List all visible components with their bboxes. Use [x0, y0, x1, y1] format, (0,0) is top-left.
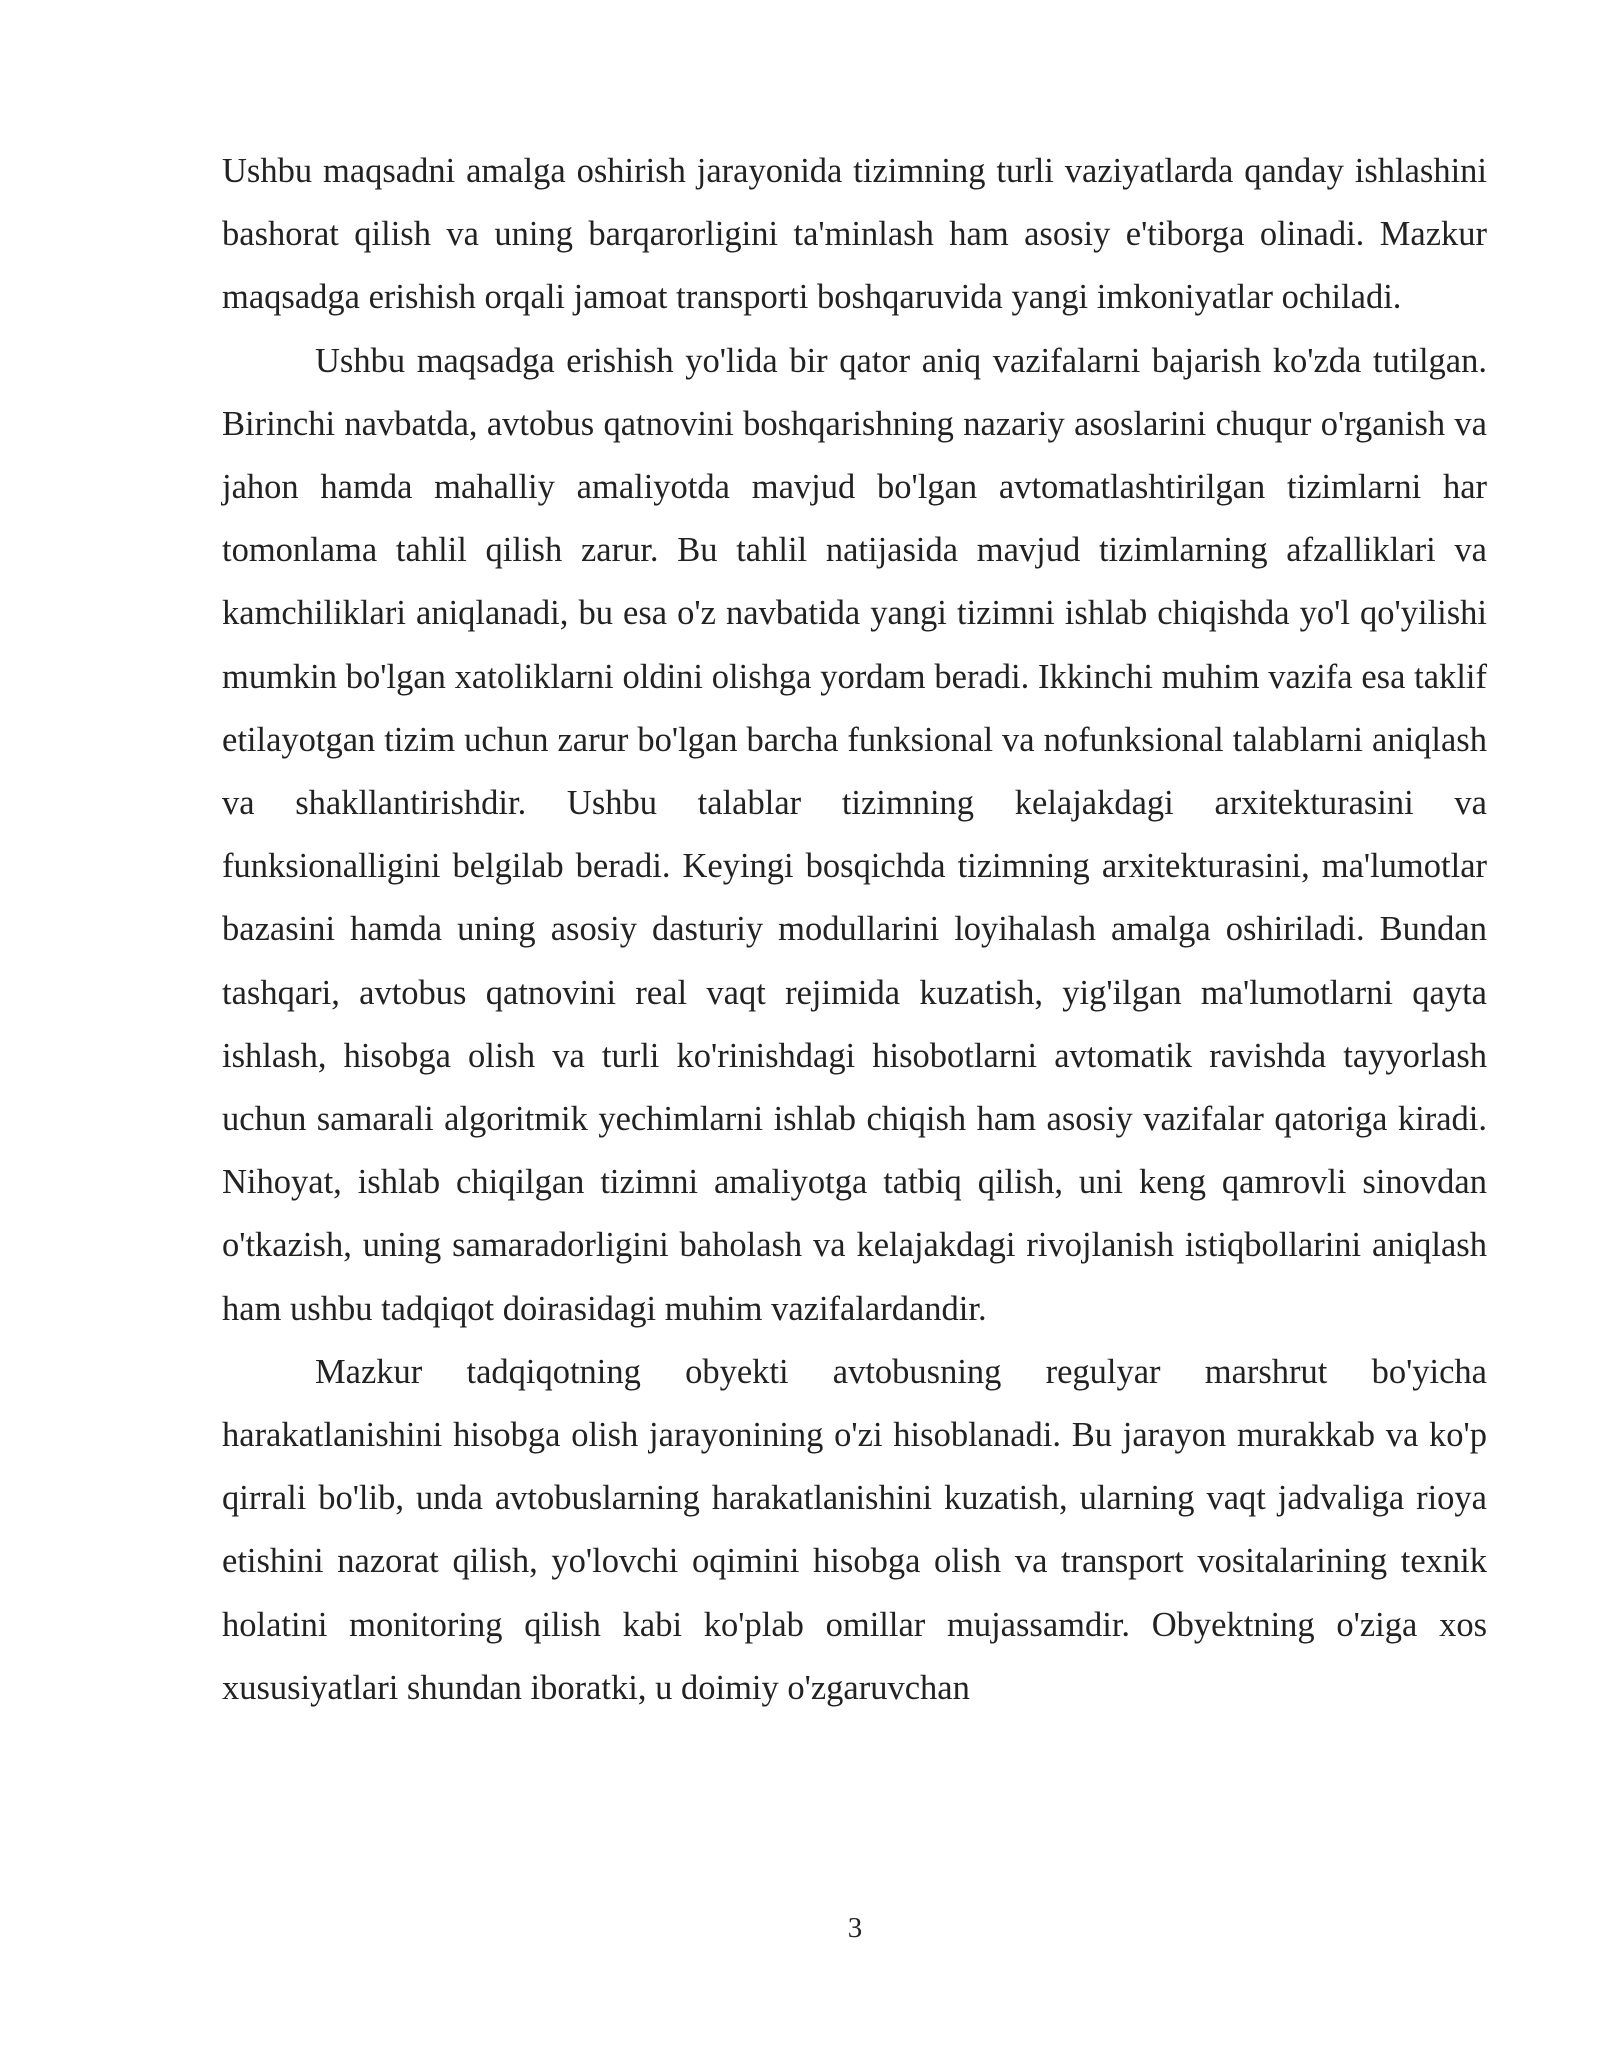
paragraph-1: Ushbu maqsadni amalga oshirish jarayonida tizimning turli vaziyatlarda qanday ishlashini bashorat qilish va uning barqarorligini ta'minlash ham asosiy e'tiborga olinadi. Mazkur maqsadga erishish orqali jamoat transporti boshqaruvida yangi imkoniyatlar ochiladi.	[222, 152, 1487, 317]
body-text	[222, 140, 1487, 1720]
page-number: 3	[847, 1912, 863, 1944]
paragraph-2: Ushbu maqsadga erishish yo'lida bir qator aniq vazifalarni bajarish ko'zda tutilgan. Birinchi navbatda, avtobus qatnovini boshqarishning nazariy asoslarini chuqur o'rganish va jahon hamda mahalliy amaliyotda mavjud bo'lgan avtomatlashtirilgan tizimlarni har tomonlama tahlil qilish zarur. Bu tahlil natijasida mavjud tizimlarning afzalliklari va kamchiliklari aniqlanadi, bu esa o'z navbatida yangi tizimni ishlab chiqishda yo'l qo'yilishi mumkin bo'lgan xatoliklarni oldini olishga yordam beradi. Ikkinchi muhim vazifa esa taklif etilayotgan tizim uchun zarur bo'lgan barcha funksional va nofunksional talablarni aniqlash va shakllantirishdir. Ushbu talablar tizimning kelajakdagi arxitekturasini va funksionalligini belgilab beradi. Keyingi bosqichda tizimning arxitekturasini, ma'lumotlar bazasini hamda uning asosiy dasturiy modullarini loyihalash amalga oshiriladi. Bundan tashqari, avtobus qatnovini real vaqt rejimida kuzatish, yig'ilgan ma'lumotlarni qayta ishlash, hisobga olish va turli ko'rinishdagi hisobotlarni avtomatik ravishda tayyorlash uchun samarali algoritmik yechimlarni ishlab chiqish ham asosiy vazifalar qatoriga kiradi. Nihoyat, ishlab chiqilgan tizimni amaliyotga tatbiq qilish, uni keng qamrovli sinovdan o'tkazish, uning samaradorligini baholash va kelajakdagi rivojlanish istiqbollarini aniqlash ham ushbu tadqiqot doirasidagi muhim vazifalardandir.	[222, 341, 1487, 1328]
paragraph-3: Mazkur tadqiqotning obyekti avtobusning regulyar marshrut bo'yicha harakatlanishini hisobga olish jarayonining o'zi hisoblanadi. Bu jarayon murakkab va ko'p qirrali bo'lib, unda avtobuslarning harakatlanishini kuzatish, ularning vaqt jadvaliga rioya etishini nazorat qilish, yo'lovchi oqimini hisobga olish va transport vositalarining texnik holatini monitoring qilish kabi ko'plab omillar mujassamdir. Obyektning o'ziga xos xususiyatlari shundan iboratki, u doimiy o'zgaruvchan	[222, 1352, 1487, 1707]
